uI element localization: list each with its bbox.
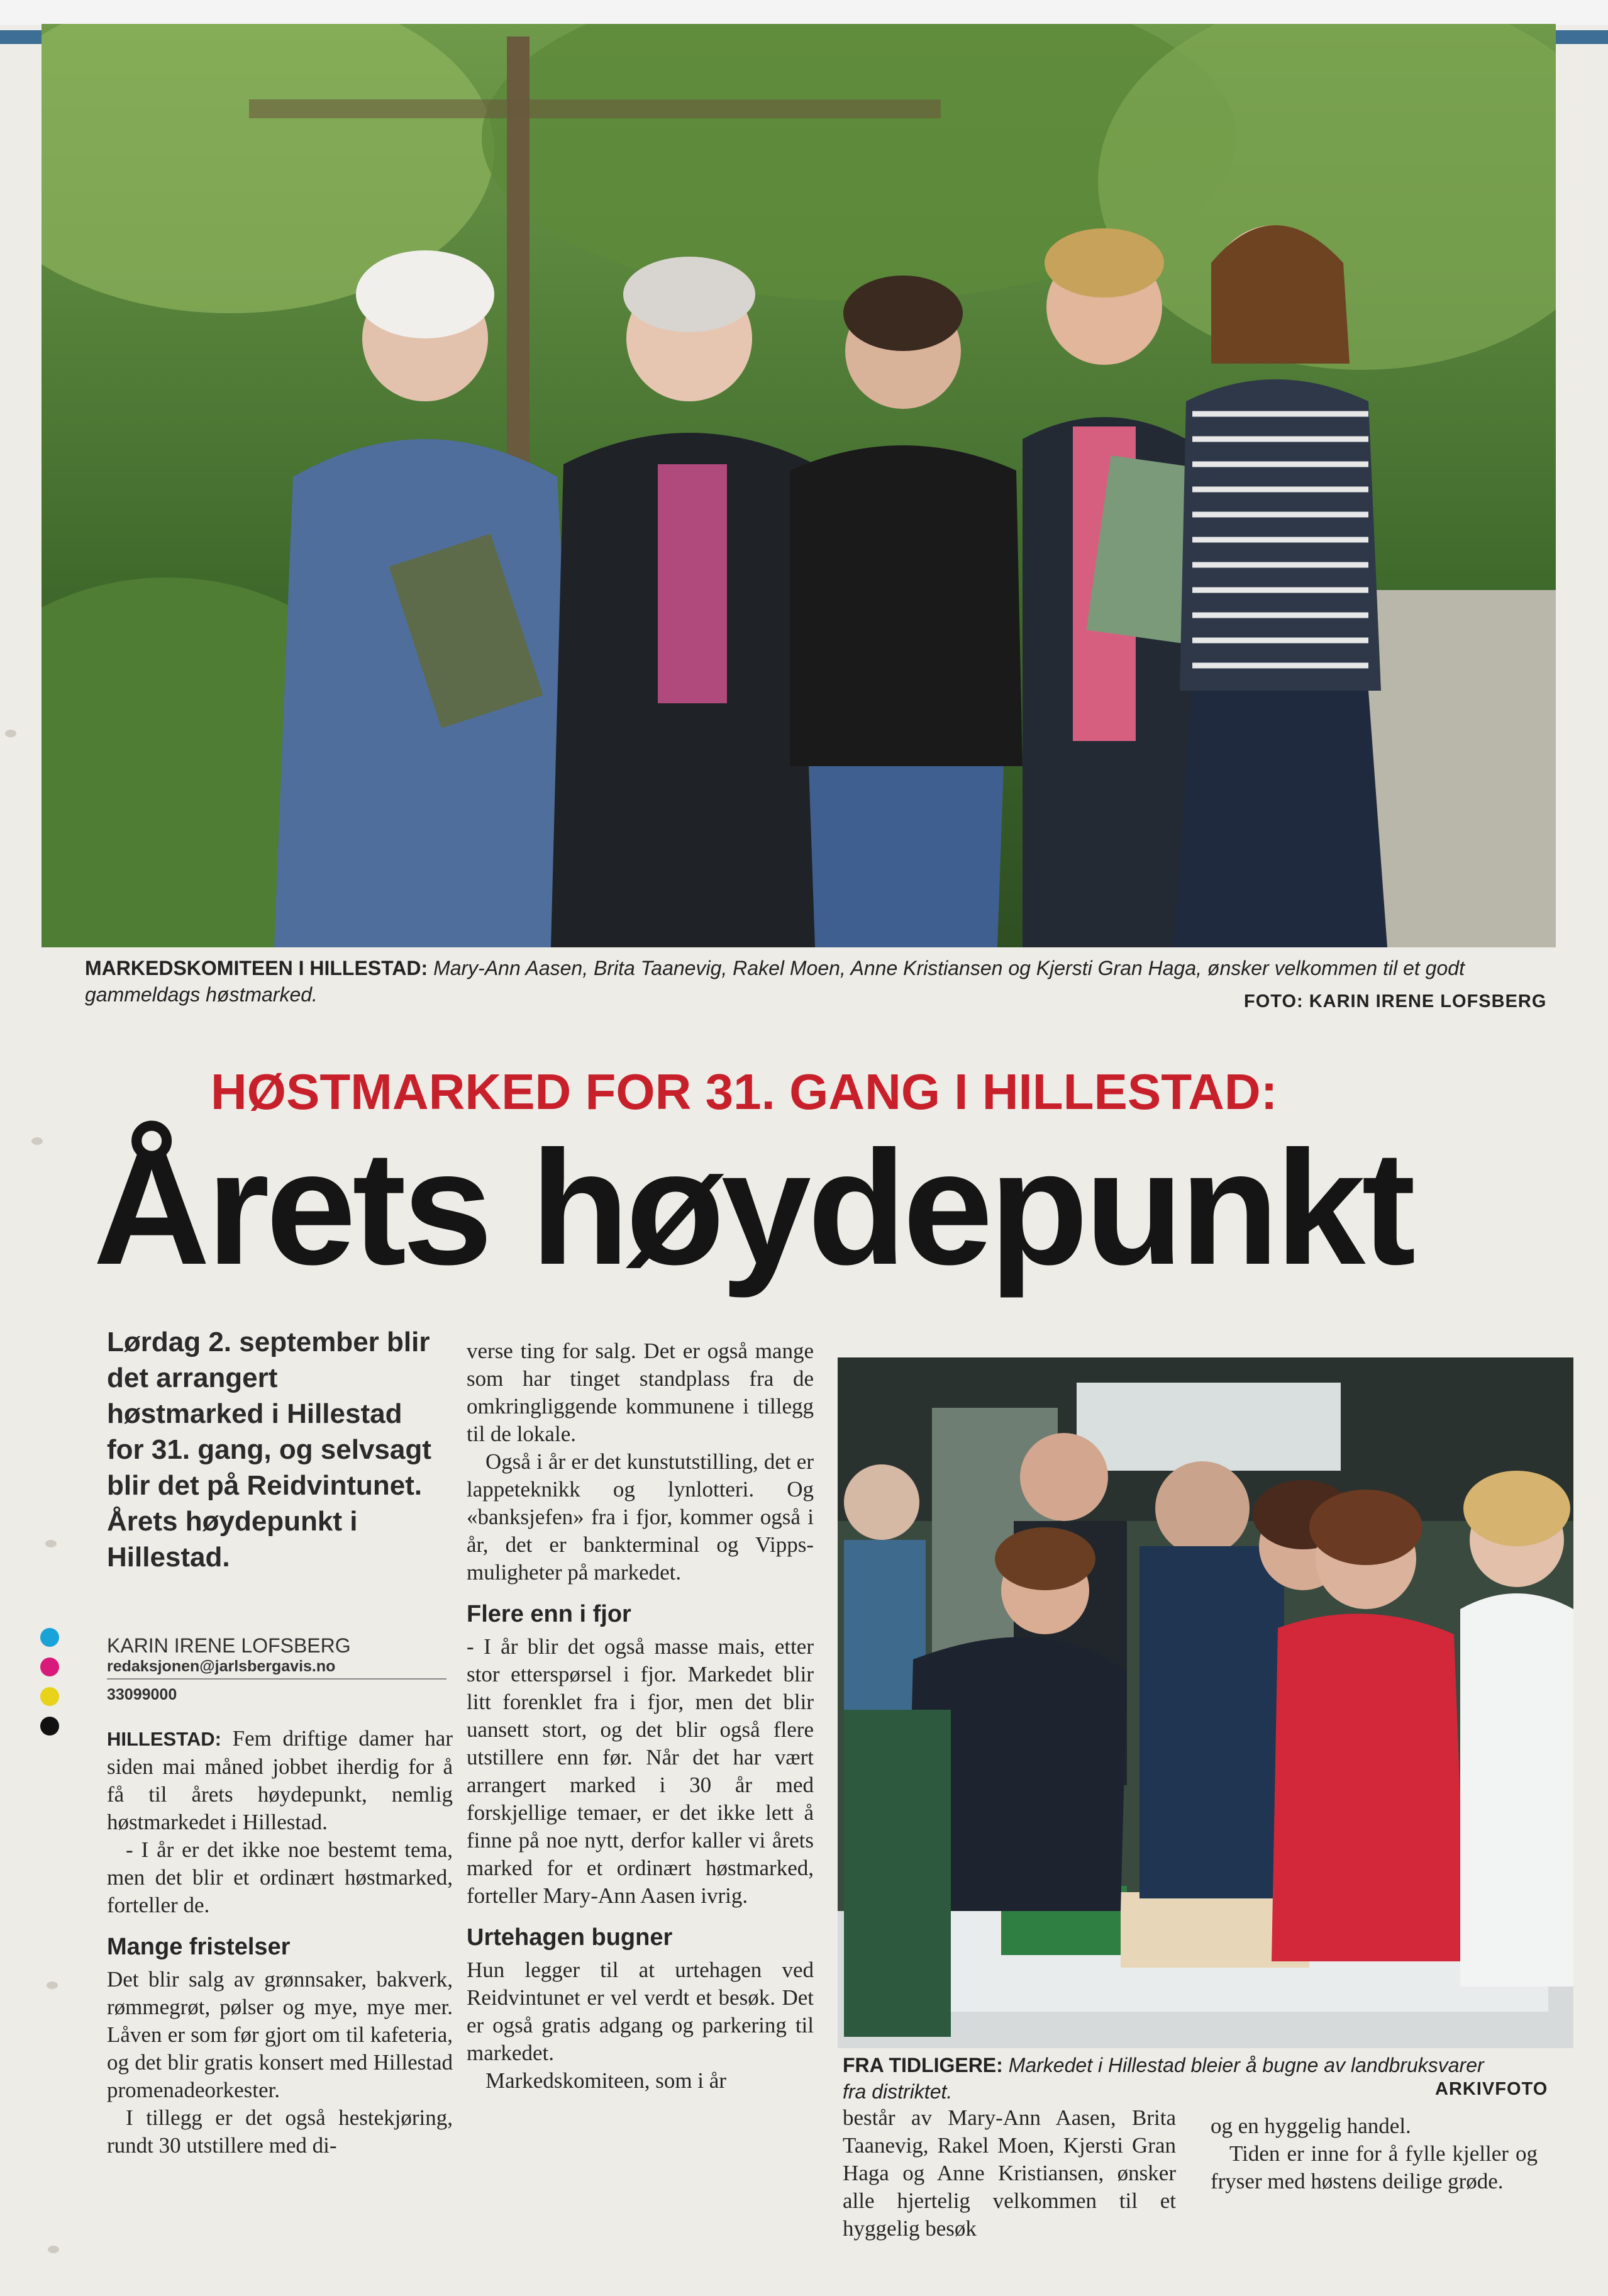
- byline: [107, 1634, 446, 1704]
- caption-label: MARKEDSKOMITEEN I HILLESTAD:: [85, 957, 428, 979]
- byline-phone: 33099000: [107, 1686, 177, 1703]
- market-archive-photo: [838, 1357, 1573, 2048]
- article-column-3: [843, 2104, 1176, 2243]
- col3-paragraph-1: består av Mary-Ann Aasen, Brita Taanevig, Rakel Moen, Kjersti Gran Haga og Anne Kristiansen, ønsker alle hjertelig velkommen til et hyggelig besøk: [843, 2105, 1176, 2241]
- color-dot-magenta: [40, 1658, 59, 1676]
- col2-paragraph-4: Hun legger til at urtehagen ved Reidvintunet er vel verdt et besøk. Det er også gratis adgang og parkering til markedet.: [467, 1958, 814, 2065]
- col2-paragraph-2: Også i år er det kunstutstilling, det er lappeteknikk og lynlotteri. Og «banksjefen» fra i fjor, kommer også i år, det er bankterminal og Vipps-muligheter på markedet.: [467, 1449, 814, 1585]
- subheading-flere-enn-i-fjor: Flere enn i fjor: [467, 1601, 631, 1627]
- archive-photo-credit: ARKIVFOTO: [1435, 2079, 1548, 2099]
- color-dot-yellow: [40, 1687, 59, 1706]
- binder-hole: [47, 1981, 58, 1989]
- article-column-2: [467, 1337, 814, 2095]
- article-column-4: [1211, 2112, 1538, 2195]
- col1-paragraph-3: Det blir salg av grønnsaker, bakverk, rømmegrøt, pølser og mye, mye mer. Låven er som før gjort om til kafeteria, og det blir gratis konsert med Hillestad promenadeorkester.: [107, 1967, 453, 2102]
- dateline: HILLESTAD:: [107, 1728, 221, 1750]
- col1-paragraph-1: Fem driftige damer har siden mai måned jobbet iherdig for å få til årets høydepunkt, nemlig høstmarkedet i Hillestad.: [107, 1726, 453, 1834]
- binder-hole: [48, 2246, 59, 2253]
- market-photo-caption: [843, 2052, 1484, 2105]
- market-caption-label: FRA TIDLIGERE:: [843, 2054, 1003, 2076]
- caption-text: Mary-Ann Aasen, Brita Taanevig, Rakel Moen, Anne Kristiansen og Kjersti Gran Haga, ønsker velkommen til et godt gammeldags høstmarked.: [85, 957, 1465, 1006]
- market-caption-text: Markedet i Hillestad bleier å bugne av landbruksvarer fra distriktet.: [843, 2054, 1484, 2103]
- subheading-mange-fristelser: Mange fristelser: [107, 1934, 291, 1960]
- page-top-strip: [0, 0, 1608, 25]
- article-column-1: [107, 1725, 453, 2159]
- binder-hole: [31, 1137, 43, 1145]
- market-photo-illustration: [838, 1357, 1573, 2048]
- col4-paragraph-1: og en hyggelig handel.: [1211, 2114, 1411, 2138]
- photo-credit: FOTO: KARIN IRENE LOFSBERG: [1244, 991, 1547, 1011]
- col2-paragraph-5: Markedskomiteen, som i år: [485, 2068, 726, 2093]
- subheading-urtehagen-bugner: Urtehagen bugner: [467, 1924, 673, 1951]
- col2-paragraph-1: verse ting for salg. Det er også mange som har tinget standplass fra de omkringliggende kommunene i tillegg til de lokale.: [467, 1339, 814, 1446]
- committee-photo: [42, 24, 1556, 947]
- binder-hole: [5, 730, 16, 737]
- main-headline: Årets høydepunkt: [93, 1117, 1412, 1298]
- byline-name: KARIN IRENE LOFSBERG: [107, 1634, 351, 1657]
- col1-paragraph-2: - I år er det ikke noe bestemt tema, men det blir et ordinært høstmarked, forteller de.: [107, 1837, 453, 1917]
- byline-email: redaksjonen@jarlsbergavis.no: [107, 1658, 446, 1680]
- col4-paragraph-2: Tiden er inne for å fylle kjeller og fryser med høstens deilige grøde.: [1211, 2141, 1538, 2193]
- col2-paragraph-3: - I år blir det også masse mais, etter stor etterspørsel i fjor. Markedet blir litt forenklet fra i fjor, men det blir uansett stort, og det blir også flere utstillere enn før. Når det har vært arrangert marked i 30 år med forskjellige temaer, er det ikke lett å finne på noe nytt, derfor kaller vi årets marked for et ordinært høstmarked, forteller Mary-Ann Aasen ivrig.: [467, 1634, 814, 1908]
- ingress: Lørdag 2. september blir det arrangert høstmarked i Hillestad for 31. gang, og selvsagt blir det på Reidvintunet. Årets høydepunkt i Hillestad.: [107, 1327, 431, 1573]
- color-dot-black: [40, 1717, 59, 1736]
- kicker-headline: HØSTMARKED FOR 31. GANG I HILLESTAD:: [211, 1064, 1278, 1120]
- binder-hole: [45, 1540, 57, 1547]
- col1-paragraph-4: I tillegg er det også hestekjøring, rundt 30 utstillere med di-: [107, 2105, 453, 2158]
- color-dot-cyan: [40, 1628, 59, 1647]
- committee-photo-illustration: [42, 24, 1556, 947]
